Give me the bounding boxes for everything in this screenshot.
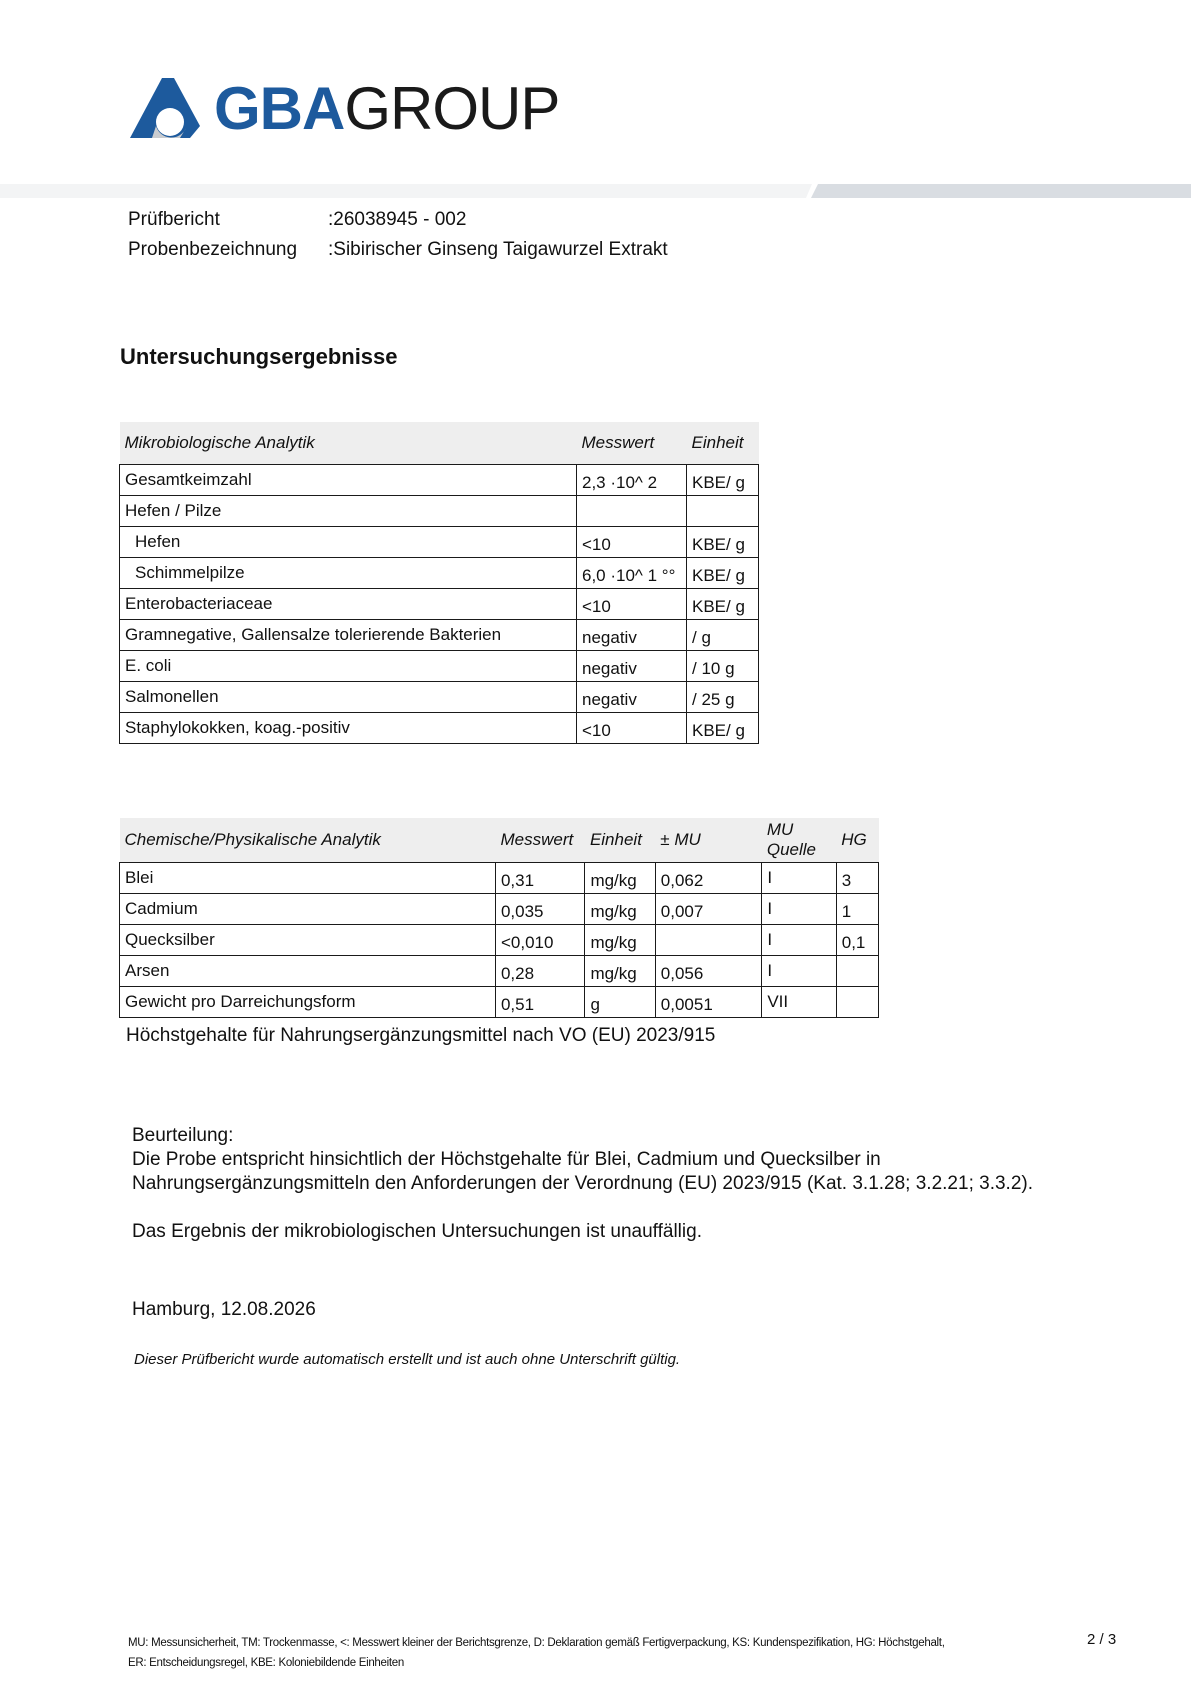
- unit: / 10 g: [687, 651, 759, 682]
- mu-source-line2: Quelle: [766, 840, 816, 859]
- unit: KBE/ g: [687, 465, 759, 496]
- measurement-uncertainty: 0,007: [655, 894, 762, 925]
- assessment-line2: Nahrungsergänzungsmitteln den Anforderungen der Verordnung (EU) 2023/915 (Kat. 3.1.28; 3.2.21; 3.3.2).: [132, 1173, 1033, 1194]
- brand-name: [214, 75, 560, 142]
- section-title: Untersuchungsergebnisse: [120, 344, 398, 369]
- analysis-name: E. coli: [120, 651, 577, 682]
- measured-value: negativ: [577, 620, 687, 651]
- assessment-line1: Die Probe entspricht hinsichtlich der Höchstgehalte für Blei, Cadmium und Quecksilber in: [132, 1149, 881, 1170]
- measured-value: 0,51: [495, 987, 584, 1018]
- measured-value: <10: [577, 713, 687, 744]
- chem-header-mu-source: [762, 818, 836, 863]
- measured-value: negativ: [577, 682, 687, 713]
- chem-header-analysis: Chemische/Physikalische Analytik: [120, 818, 496, 863]
- analysis-name: Blei: [120, 863, 496, 894]
- analysis-name: Schimmelpilze: [120, 558, 577, 589]
- table-row: [120, 558, 759, 589]
- max-level: [836, 956, 878, 987]
- footer-abbr-line1: MU: Messunsicherheit, TM: Trockenmasse, <: Messwert kleiner der Berichtsgrenze, D: Deklaration gemäß Fertigverpackung, KS: Kundenspezifikation, HG: Höchstgehalt,: [128, 1637, 945, 1649]
- analysis-name: Cadmium: [120, 894, 496, 925]
- mu-source: I: [762, 894, 836, 925]
- table-row: [120, 589, 759, 620]
- chem-header-mu: ± MU: [655, 818, 762, 863]
- brand-name-bold: GBA: [214, 75, 345, 142]
- report-id-label: Prüfbericht: [128, 209, 220, 230]
- mu-source: I: [762, 863, 836, 894]
- micro-header-row: [120, 422, 759, 465]
- table-row: [120, 713, 759, 744]
- unit: KBE/ g: [687, 713, 759, 744]
- micro-header-value: Messwert: [577, 422, 687, 465]
- analysis-name: Gesamtkeimzahl: [120, 465, 577, 496]
- sample-label: Probenbezeichnung: [128, 239, 298, 260]
- analysis-name: Salmonellen: [120, 682, 577, 713]
- chem-header-row: [120, 818, 879, 863]
- unit: / 25 g: [687, 682, 759, 713]
- table-row: [120, 651, 759, 682]
- table-row: [120, 620, 759, 651]
- page-number: 2 / 3: [1087, 1631, 1117, 1648]
- place-date: Hamburg, 12.08.2026: [132, 1299, 316, 1320]
- report-id-value: :26038945 - 002: [328, 209, 467, 230]
- measured-value: 6,0 ·10^ 1 °°: [577, 558, 687, 589]
- table-row: [120, 863, 879, 894]
- unit: mg/kg: [585, 863, 655, 894]
- chem-note: Höchstgehalte für Nahrungsergänzungsmittel nach VO (EU) 2023/915: [126, 1025, 716, 1046]
- header-band: [0, 184, 1191, 198]
- assessment-label: Beurteilung:: [132, 1125, 234, 1146]
- chem-table: [119, 818, 879, 1018]
- unit: mg/kg: [585, 894, 655, 925]
- table-row: [120, 956, 879, 987]
- micro-table: [119, 422, 759, 744]
- mu-source: I: [762, 956, 836, 987]
- mu-source: VII: [762, 987, 836, 1018]
- micro-header-unit: Einheit: [687, 422, 759, 465]
- chem-header-value: Messwert: [495, 818, 584, 863]
- micro-header-analysis: Mikrobiologische Analytik: [120, 422, 577, 465]
- table-row: [120, 987, 879, 1018]
- analysis-name: Gramnegative, Gallensalze tolerierende Bakterien: [120, 620, 577, 651]
- measurement-uncertainty: [655, 925, 762, 956]
- measured-value: <0,010: [495, 925, 584, 956]
- measured-value: 0,035: [495, 894, 584, 925]
- measured-value: 2,3 ·10^ 2: [577, 465, 687, 496]
- table-row: [120, 465, 759, 496]
- max-level: 3: [836, 863, 878, 894]
- analysis-name: Hefen / Pilze: [120, 496, 577, 527]
- unit: mg/kg: [585, 925, 655, 956]
- disclaimer: Dieser Prüfbericht wurde automatisch erstellt und ist auch ohne Unterschrift gültig.: [134, 1351, 681, 1368]
- analysis-name: Staphylokokken, koag.-positiv: [120, 713, 577, 744]
- table-row: [120, 682, 759, 713]
- table-row: [120, 925, 879, 956]
- sample-value: :Sibirischer Ginseng Taigawurzel Extrakt: [328, 239, 668, 260]
- unit: KBE/ g: [687, 558, 759, 589]
- max-level: 0,1: [836, 925, 878, 956]
- chem-header-unit: Einheit: [585, 818, 655, 863]
- analysis-name: Enterobacteriaceae: [120, 589, 577, 620]
- measurement-uncertainty: 0,056: [655, 956, 762, 987]
- measured-value: 0,31: [495, 863, 584, 894]
- measured-value: negativ: [577, 651, 687, 682]
- footer-abbreviations: [128, 1633, 1008, 1673]
- unit: / g: [687, 620, 759, 651]
- unit: [687, 496, 759, 527]
- analysis-name: Quecksilber: [120, 925, 496, 956]
- table-row: [120, 527, 759, 558]
- footer-abbr-line2: ER: Entscheidungsregel, KBE: Koloniebildende Einheiten: [128, 1657, 404, 1669]
- chem-header-hg: HG: [836, 818, 878, 863]
- analysis-name: Hefen: [120, 527, 577, 558]
- max-level: 1: [836, 894, 878, 925]
- unit: g: [585, 987, 655, 1018]
- measured-value: <10: [577, 527, 687, 558]
- measured-value: 0,28: [495, 956, 584, 987]
- mu-source: I: [762, 925, 836, 956]
- measurement-uncertainty: 0,0051: [655, 987, 762, 1018]
- table-row: [120, 894, 879, 925]
- table-row: [120, 496, 759, 527]
- assessment-line3: Das Ergebnis der mikrobiologischen Untersuchungen ist unauffällig.: [132, 1221, 702, 1242]
- analysis-name: Arsen: [120, 956, 496, 987]
- measured-value: [577, 496, 687, 527]
- analysis-name: Gewicht pro Darreichungsform: [120, 987, 496, 1018]
- mu-source-line1: MU: [766, 820, 794, 839]
- measurement-uncertainty: 0,062: [655, 863, 762, 894]
- unit: KBE/ g: [687, 527, 759, 558]
- unit: mg/kg: [585, 956, 655, 987]
- max-level: [836, 987, 878, 1018]
- measured-value: <10: [577, 589, 687, 620]
- unit: KBE/ g: [687, 589, 759, 620]
- brand-name-light: GROUP: [344, 75, 560, 142]
